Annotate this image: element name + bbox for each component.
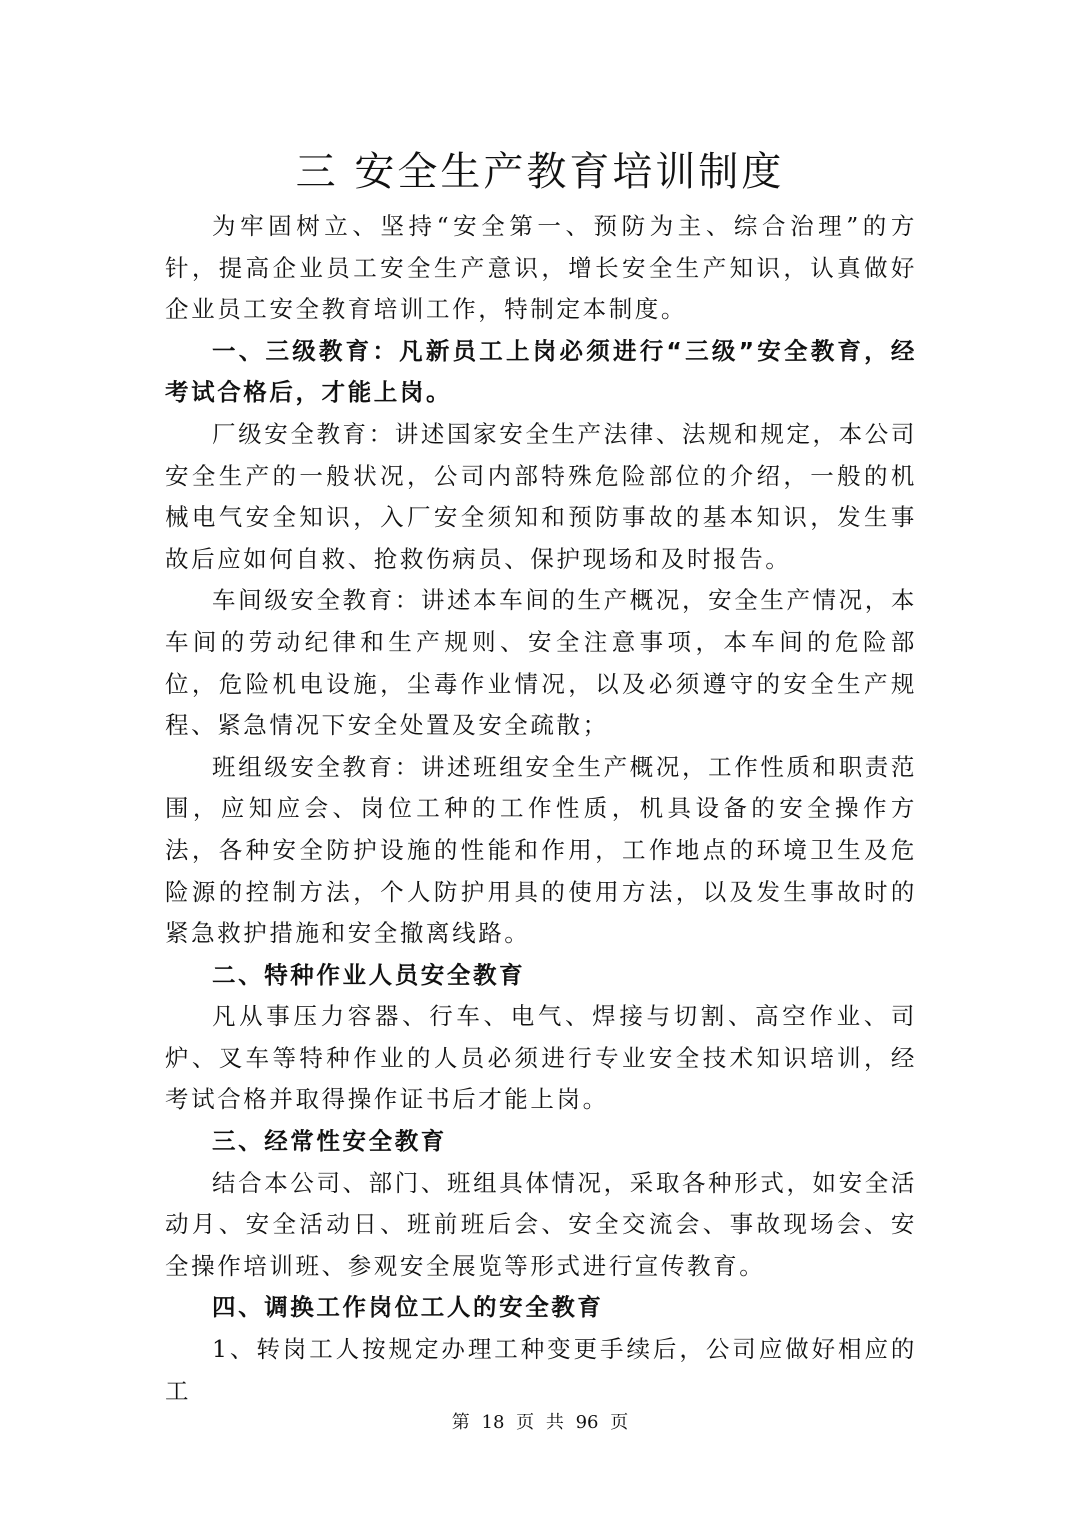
paragraph-regular-education: 结合本公司、部门、班组具体情况，采取各种形式，如安全活动月、安全活动日、班前班后会、安全交流会、事故现场会、安全操作培训班、参观安全展览等形式进行宣传教育。: [165, 1168, 917, 1280]
document-title: 三 安全生产教育培训制度: [295, 149, 785, 195]
paragraph-job-transfer: 1、转岗工人按规定办理工种变更手续后，公司应做好相应的工: [165, 1335, 917, 1405]
section-heading-three-level-education: 一、三级教育：凡新员工上岗必须进行“三级”安全教育，经考试合格后，才能上岗。: [165, 336, 917, 407]
paragraph-intro: 为牢固树立、坚持“安全第一、预防为主、综合治理”的方针，提高企业员工安全生产意识，增长安全生产知识，认真做好企业员工安全教育培训工作，特制定本制度。: [165, 212, 917, 324]
paragraph-team-level: 班组级安全教育：讲述班组安全生产概况，工作性质和职责范围，应知应会、岗位工种的工作性质，机具设备的安全操作方法，各种安全防护设施的性能和作用，工作地点的环境卫生及危险源的控制方法，个人防护用具的使用方法，以及发生事故时的紧急救护措施和安全撤离线路。: [165, 752, 917, 948]
section-heading-regular-education: 三、经常性安全教育: [212, 1127, 447, 1156]
page-footer: 第 18 页 共 96 页: [451, 1412, 629, 1433]
section-heading-special-operations: 二、特种作业人员安全教育: [212, 960, 526, 989]
paragraph-factory-level: 厂级安全教育：讲述国家安全生产法律、法规和规定，本公司安全生产的一般状况，公司内部特殊危险部位的介绍，一般的机械电气安全知识，入厂安全须知和预防事故的基本知识，发生事故后应如何自救、抢救伤病员、保护现场和及时报告。: [165, 419, 917, 573]
paragraph-special-operations: 凡从事压力容器、行车、电气、焊接与切割、高空作业、司炉、叉车等特种作业的人员必须进行专业安全技术知识培训，经考试合格并取得操作证书后才能上岗。: [165, 1002, 917, 1114]
section-heading-job-transfer: 四、调换工作岗位工人的安全教育: [212, 1293, 604, 1322]
document-body: [165, 206, 917, 1412]
paragraph-workshop-level: 车间级安全教育：讲述本车间的生产概况，安全生产情况，本车间的劳动纪律和生产规则、安全注意事项，本车间的危险部位，危险机电设施，尘毒作业情况，以及必须遵守的安全生产规程、紧急情况下安全处置及安全疏散；: [165, 586, 917, 740]
